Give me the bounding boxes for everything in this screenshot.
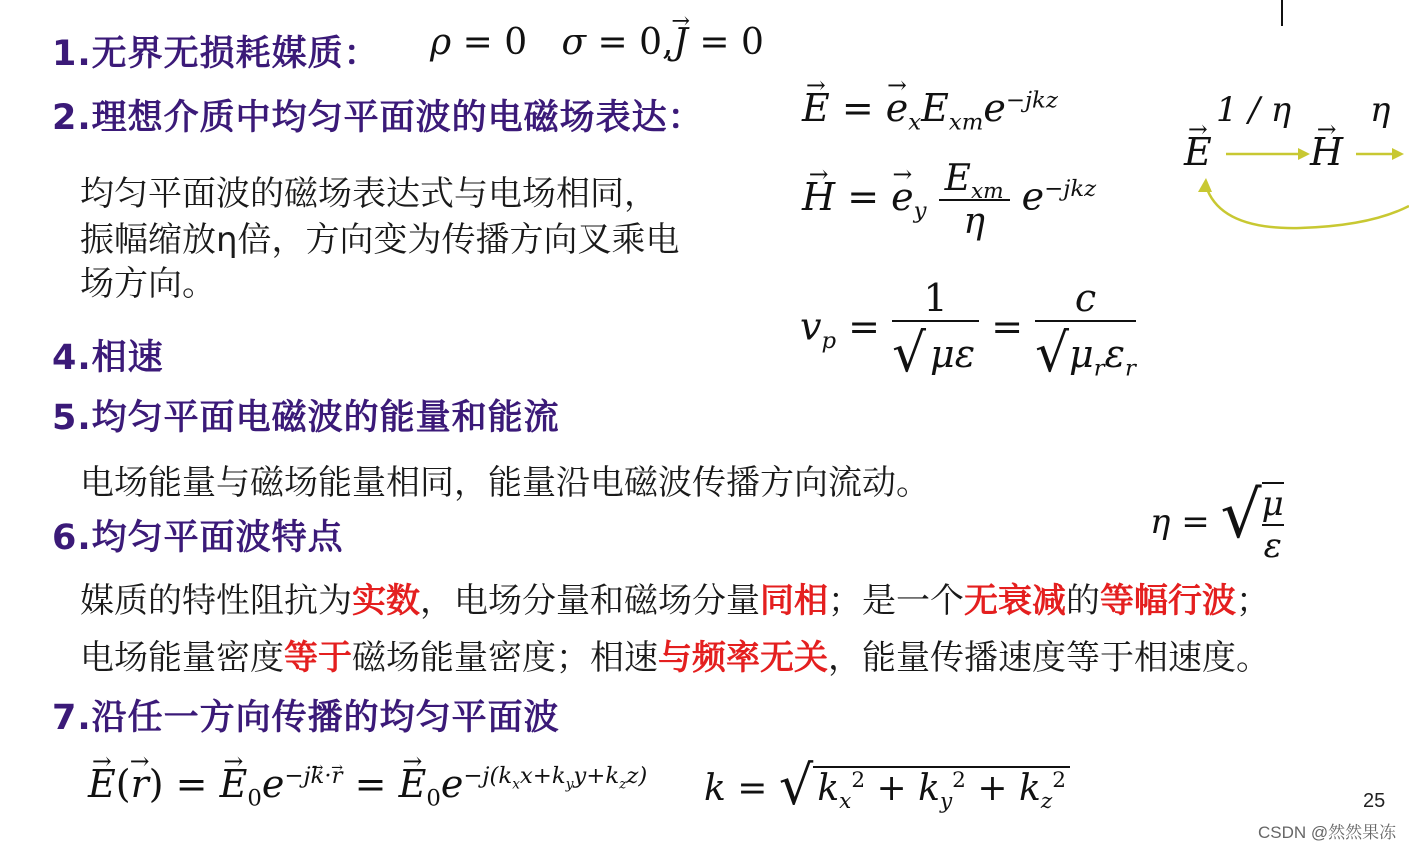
diagram-h-label: → H	[1310, 130, 1343, 174]
para6-line1-segment: ；是一个	[828, 581, 964, 621]
para6-line2-segment-highlight: 等于	[284, 638, 352, 678]
heading-1: 1.无界无损耗媒质：	[52, 34, 380, 74]
para6-line1-segment-highlight: 等幅行波	[1100, 581, 1236, 621]
watermark: CSDN @然然果冻	[1258, 823, 1397, 842]
top-right-divider	[1281, 0, 1283, 26]
para6-line2	[80, 630, 1270, 679]
formula-general-wave: → E(→ r) = → $E_0e^{-jk\cdot r}$ = → $E_0e^{-j(k_xx+k_yy+k_zz)}$	[88, 762, 647, 806]
heading-4: 4.相速	[52, 338, 164, 378]
formula-phase-velocity: $v_p$ = $\frac{1}{√ \mu\varepsilon}$ = $\frac{c}{√\mu_r\varepsilon_r}$	[800, 276, 1136, 384]
heading-2: 2.理想介质中均匀平面波的电磁场表达：	[52, 98, 704, 138]
para6-line2-segment-highlight: 与频率无关	[658, 638, 828, 678]
para6-line1-segment: 媒质的特性阻抗为	[80, 581, 352, 621]
para1-line3: 场方向。	[80, 264, 216, 304]
para6-line2-segment: ，能量传播速度等于相速度。	[828, 638, 1270, 678]
para1-line1: 均匀平面波的磁场表达式与电场相同，	[80, 174, 658, 214]
para6-line1-segment: ；	[1236, 581, 1270, 621]
heading-6: 6.均匀平面波特点	[52, 518, 344, 558]
arrow-loop-back-head	[1198, 178, 1212, 192]
heading-5: 5.均匀平面电磁波的能量和能流	[52, 398, 560, 438]
diagram-e-label: → E	[1184, 130, 1212, 174]
para6-line1-segment-highlight: 实数	[352, 581, 420, 621]
para5-text: 电场能量与磁场能量相同，能量沿电磁波传播方向流动。	[80, 463, 930, 503]
formula-conditions: ρ = 0 σ = 0,→ J = 0	[430, 22, 764, 63]
formula-k-magnitude: k = √ $k_x^2 + k_y^2 + k_z^2$	[704, 754, 1070, 817]
para6-line1-segment: ，电场分量和磁场分量	[420, 581, 760, 621]
para1-line2: 振幅缩放η倍，方向变为传播方向叉乘电	[80, 220, 680, 260]
para6-line1-segment: 的	[1066, 581, 1100, 621]
para6-line2-segment: 磁场能量密度；相速	[352, 638, 658, 678]
formula-h-field: → H = → $e_y$ $\frac{E_{xm}}{\eta}$ $e^{-jkz}$	[802, 158, 1096, 242]
arrow-loop-back	[1206, 186, 1409, 228]
formula-e-field: → E = → $e_xE_{xm}e^{-jkz}$	[802, 86, 1058, 130]
diagram-factor-1-over-eta: 1 / η	[1216, 90, 1292, 130]
para6-line2-segment: 电场能量密度	[80, 638, 284, 678]
arrow-e-to-h-head	[1298, 148, 1310, 160]
formula-impedance: η = √ $\frac{\mu}{\varepsilon}$	[1150, 478, 1284, 566]
para6-line1	[80, 573, 1270, 622]
heading-7: 7.沿任一方向传播的均匀平面波	[52, 698, 560, 738]
diagram-factor-eta: η	[1370, 90, 1391, 130]
arrow-h-out-head	[1392, 148, 1404, 160]
eh-relation-diagram	[1170, 80, 1409, 240]
page-number: 25	[1363, 790, 1386, 812]
para6-line1-segment-highlight: 无衰减	[964, 581, 1066, 621]
para6-line1-segment-highlight: 同相	[760, 581, 828, 621]
